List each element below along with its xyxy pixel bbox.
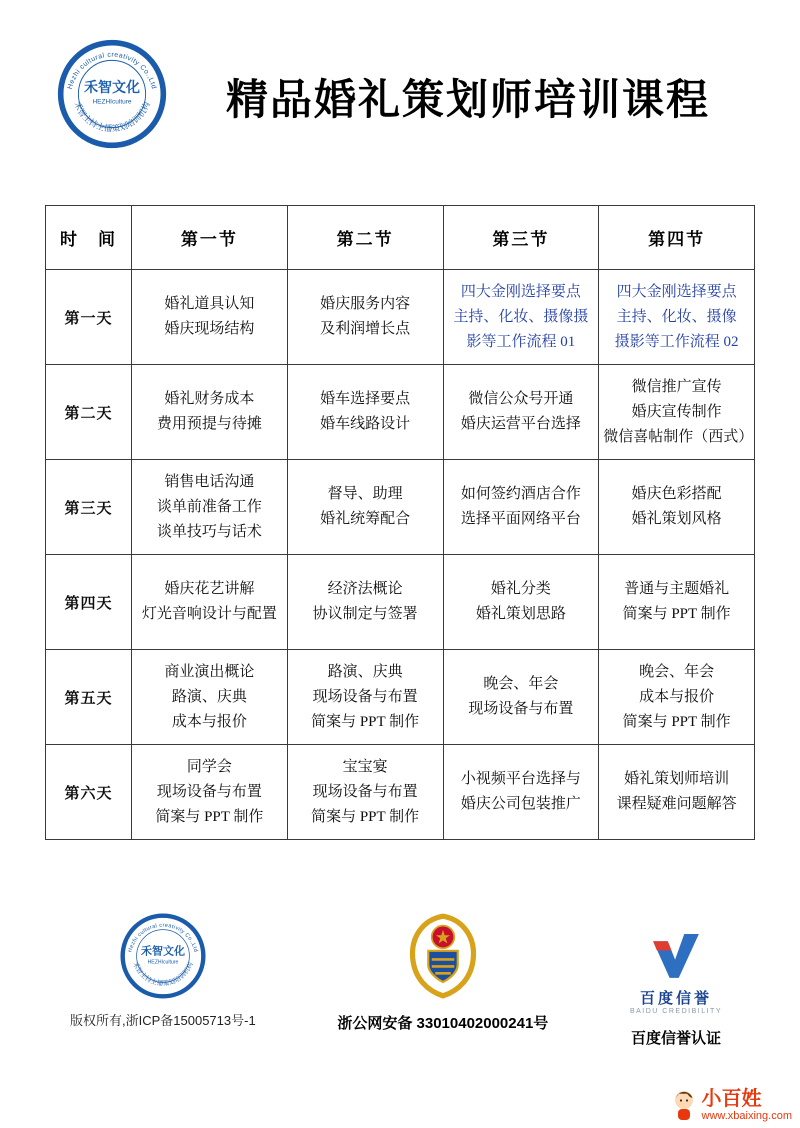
course-text-line: 宝宝宴 [342,758,388,775]
course-cell [599,365,755,460]
watermark-url: www.xbaixing.com [701,1109,792,1122]
course-cell [443,745,599,840]
course-cell [599,745,755,840]
course-text-line: 婚车线路设计 [320,416,411,432]
col-header-session3: 第三节 [443,206,599,270]
baidu-credibility-icon [644,926,708,984]
baidu-cert-text: 百度信誉认证 [630,1031,721,1047]
col-header-session2: 第二节 [287,206,443,270]
course-cell [443,460,599,555]
course-cell [287,270,443,365]
course-cell [132,745,288,840]
course-text-line: 晚会、年会 [639,663,715,680]
course-text-line: 及利润增长点 [320,321,411,337]
course-text-line: 微信推广宣传 [631,378,722,395]
course-text-line: 选择平面网络平台 [460,511,581,527]
course-cell [287,365,443,460]
course-text-line: 小视频平台选择与 [460,771,581,787]
course-text-line: 成本与报价 [639,688,715,705]
course-text-line: 婚礼道具认知 [164,296,255,312]
course-text-line: 主持、化妆、摄像 [616,308,737,325]
table-row [46,650,755,745]
course-text-line: 路演、庆典 [171,688,247,705]
police-badge-icon [404,912,482,1000]
footer-police-block [337,912,548,1033]
course-cell [287,650,443,745]
logo-name-en: HEZHIculture [92,98,132,106]
footer-copyright-block [70,912,256,1029]
course-text-line: 婚礼统筹配合 [320,511,411,527]
course-text-line: 四大金刚选择要点 [460,283,581,300]
day-label: 第五天 [46,650,132,745]
col-header-session4: 第四节 [599,206,755,270]
course-text-line: 简案与 PPT 制作 [622,713,731,730]
course-text-line: 婚车选择要点 [320,391,411,407]
footer-baidu-block [630,926,722,1048]
course-text-line: 婚庆色彩搭配 [631,486,722,502]
course-text-line: 微信公众号开通 [468,391,574,407]
course-text-line: 谈单技巧与话术 [156,523,262,540]
course-text-line: 摄影等工作流程 02 [614,333,739,350]
watermark-mascot-icon [671,1088,697,1122]
course-cell [132,270,288,365]
page-title: 精品婚礼策划师培训课程 [225,75,710,123]
col-header-time: 时 间 [46,206,132,270]
course-text-line: 婚礼财务成本 [164,391,255,407]
course-text-line: 婚庆服务内容 [320,296,411,312]
hezhi-logo-icon [119,912,207,1000]
course-text-line: 成本与报价 [171,713,247,730]
course-text-line: 婚庆运营平台选择 [460,416,581,432]
site-watermark [671,1088,792,1122]
course-cell [443,365,599,460]
course-text-line: 婚礼策划风格 [631,511,722,527]
course-cell [443,555,599,650]
course-text-line: 婚庆花艺讲解 [164,581,255,597]
course-cell [599,270,755,365]
course-text-line: 路演、庆典 [327,663,403,680]
course-cell [132,650,288,745]
course-text-line: 简案与 PPT 制作 [311,713,420,730]
course-text-line: 婚庆现场结构 [164,321,255,337]
course-text-line: 课程疑难问题解答 [616,796,737,812]
course-table-body [46,270,755,840]
course-text-line: 婚庆宣传制作 [631,403,722,420]
icp-record-text: 版权所有,浙ICP备15005713号-1 [70,1013,256,1028]
day-label: 第一天 [46,270,132,365]
course-text-line: 如何签约酒店合作 [460,486,581,502]
day-label: 第二天 [46,365,132,460]
course-text-line: 简案与 PPT 制作 [311,808,420,825]
table-row [46,270,755,365]
course-text-line: 销售电话沟通 [164,473,255,490]
hezhi-logo-icon [56,38,168,150]
course-text-line: 现场设备与布置 [312,688,418,705]
course-cell [443,270,599,365]
course-text-line: 简案与 PPT 制作 [155,808,264,825]
col-header-session1: 第一节 [132,206,288,270]
svg-text:禾智文化: 禾智文化 [140,945,185,958]
table-row [46,745,755,840]
svg-text:Hezhi cultural creativity Co.,: Hezhi cultural creativity Co.,Ltd [127,922,199,954]
course-text-line: 费用预提与待摊 [156,416,262,432]
course-cell [599,555,755,650]
course-cell [132,555,288,650]
course-text-line: 督导、助理 [327,486,403,502]
watermark-text [702,1089,792,1122]
day-label: 第三天 [46,460,132,555]
course-text-line: 谈单前准备工作 [156,498,262,515]
baidu-credibility-cn: 百度信誉 [639,990,712,1007]
police-record-text: 浙公网安备 33010402000241号 [337,1015,549,1032]
course-text-line: 灯光音响设计与配置 [141,606,277,622]
day-label: 第四天 [46,555,132,650]
course-text-line: 主持、化妆、摄像摄 [453,308,589,325]
day-label: 第六天 [46,745,132,840]
watermark-name: 小百姓 [701,1087,762,1110]
table-header-row [46,206,755,270]
table-row [46,460,755,555]
course-text-line: 商业演出概论 [164,663,255,680]
course-table [45,205,755,840]
course-text-line: 现场设备与布置 [468,701,574,717]
svg-text:禾智主持主播策划培训机构: 禾智主持主播策划培训机构 [131,961,195,988]
course-text-line: 婚庆公司包装推广 [460,796,581,812]
footer [0,912,800,1048]
logo-name-cn: 禾智文化 [84,79,140,96]
hezhi-logo [56,38,168,155]
course-text-line: 普通与主题婚礼 [624,581,730,597]
logo-arc-bottom-text: 禾智主持主播策划培训机构 [72,100,152,134]
header [0,0,800,155]
table-row [46,555,755,650]
baidu-credibility-en: BAIDU CREDIBILITY [629,1008,722,1015]
course-cell [132,460,288,555]
course-text-line: 婚礼策划思路 [475,606,566,622]
course-cell [599,650,755,745]
course-text-line: 现场设备与布置 [156,783,262,800]
course-text-line: 协议制定与签署 [312,606,418,622]
course-cell [443,650,599,745]
course-text-line: 同学会 [186,758,232,775]
course-text-line: 晚会、年会 [483,676,559,692]
course-text-line: 现场设备与布置 [312,783,418,800]
course-text-line: 影等工作流程 01 [466,333,576,350]
course-text-line: 婚礼分类 [490,581,551,597]
logo-arc-top-text: Hezhi cultural creativity Co.,Ltd [66,51,158,91]
course-cell [287,555,443,650]
course-text-line: 四大金刚选择要点 [616,283,737,300]
course-text-line: 经济法概论 [327,581,403,597]
course-text-line: 简案与 PPT 制作 [622,606,731,622]
course-text-line: 微信喜帖制作（西式） [603,428,754,445]
course-text-line: 婚礼策划师培训 [624,771,730,787]
course-cell [599,460,755,555]
course-cell [287,745,443,840]
course-cell [287,460,443,555]
course-cell [132,365,288,460]
svg-text:HEZHIculture: HEZHIculture [147,959,179,966]
table-row [46,365,755,460]
